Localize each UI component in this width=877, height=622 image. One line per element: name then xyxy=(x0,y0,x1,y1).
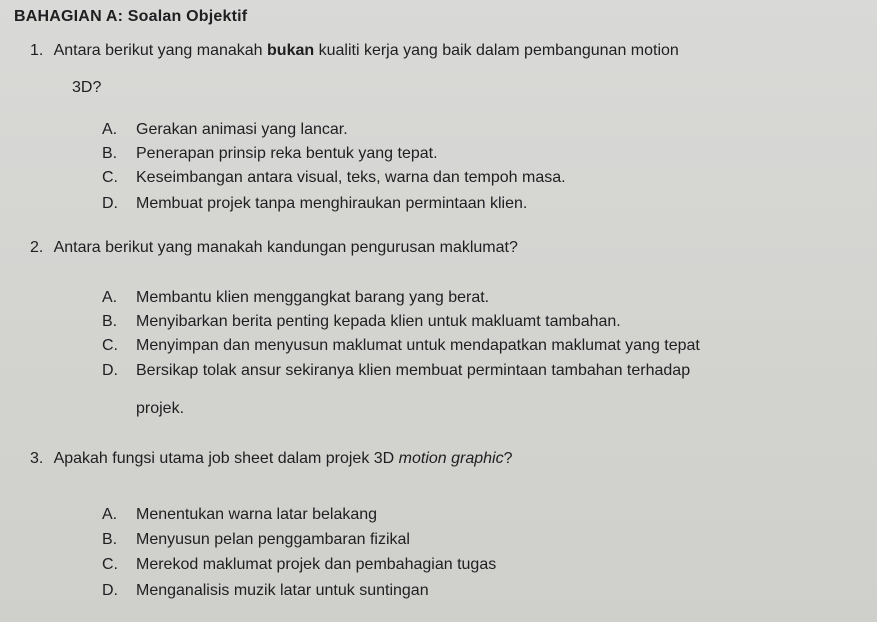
option-text-continuation: projek. xyxy=(136,400,185,417)
option-text: Keseimbangan antara visual, teks, warna dan tempoh masa. xyxy=(136,169,566,186)
option-text: Menyimpan dan menyusun maklumat untuk mendapatkan maklumat yang tepat xyxy=(136,337,700,354)
option-text: Membantu klien menggangkat barang yang berat. xyxy=(136,289,490,306)
option-letter: C. xyxy=(102,556,118,573)
question-text: Antara berikut yang manakah kandungan pengurusan maklumat? xyxy=(53,239,518,256)
option-1b[interactable] xyxy=(102,143,438,165)
question-number: 2. xyxy=(30,239,44,256)
option-letter: D. xyxy=(102,582,118,599)
question-2 xyxy=(30,237,518,259)
option-letter: A. xyxy=(102,506,118,523)
option-1a[interactable] xyxy=(102,119,348,141)
option-letter: B. xyxy=(102,531,118,548)
option-1d[interactable] xyxy=(102,193,527,215)
option-letter: A. xyxy=(102,289,118,306)
option-letter: C. xyxy=(102,169,118,186)
question-text: Apakah fungsi utama job sheet dalam projek 3D motion graphic? xyxy=(53,450,513,467)
question-1 xyxy=(30,40,679,62)
option-text: Bersikap tolak ansur sekiranya klien membuat permintaan tambahan terhadap xyxy=(136,362,691,379)
question-text: Antara berikut yang manakah bukan kualiti kerja yang baik dalam pembangunan motion xyxy=(53,42,679,59)
option-text: Menyibarkan berita penting kepada klien untuk makluamt tambahan. xyxy=(136,313,621,330)
option-letter: A. xyxy=(102,121,118,138)
option-text: Menyusun pelan penggambaran fizikal xyxy=(136,531,410,548)
option-2b[interactable] xyxy=(102,311,621,333)
option-letter: D. xyxy=(102,362,118,379)
option-3b[interactable] xyxy=(102,529,410,551)
option-letter: D. xyxy=(102,195,118,212)
option-letter: B. xyxy=(102,313,118,330)
question-text-continuation: 3D? xyxy=(72,79,102,96)
question-number: 3. xyxy=(30,450,44,467)
option-1c[interactable] xyxy=(102,167,566,189)
option-2d[interactable] xyxy=(102,360,690,382)
option-text: Membuat projek tanpa menghiraukan permintaan klien. xyxy=(136,195,528,212)
option-text: Penerapan prinsip reka bentuk yang tepat. xyxy=(136,145,438,162)
option-3a[interactable] xyxy=(102,504,377,526)
section-title: BAHAGIAN A: Soalan Objektif xyxy=(14,8,248,25)
question-3 xyxy=(30,448,513,470)
option-3c[interactable] xyxy=(102,554,496,576)
option-3d[interactable] xyxy=(102,580,429,602)
option-text: Merekod maklumat projek dan pembahagian tugas xyxy=(136,556,497,573)
option-2a[interactable] xyxy=(102,287,489,309)
option-letter: C. xyxy=(102,337,118,354)
option-text: Menentukan warna latar belakang xyxy=(136,506,378,523)
option-text: Menganalisis muzik latar untuk suntingan xyxy=(136,582,429,599)
option-letter: B. xyxy=(102,145,118,162)
italic-term: motion graphic xyxy=(398,450,504,467)
option-text: Gerakan animasi yang lancar. xyxy=(136,121,348,138)
question-number: 1. xyxy=(30,42,44,59)
emphasis-word: bukan xyxy=(267,42,315,59)
option-2c[interactable] xyxy=(102,335,700,357)
